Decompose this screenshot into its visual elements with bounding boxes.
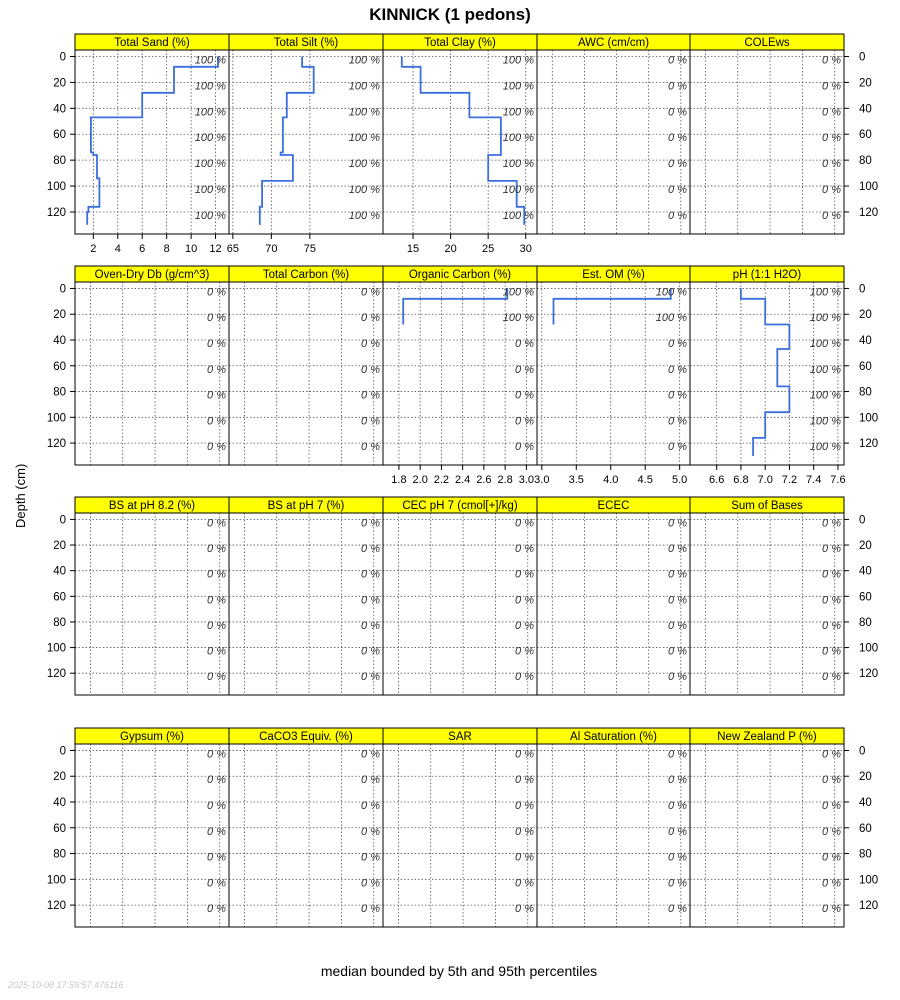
y-tick-label: 100 [46, 642, 66, 655]
panel-2 [227, 34, 383, 255]
x-tick-label: 15 [406, 243, 420, 255]
y-tick-label: 60 [859, 360, 872, 373]
pct-label: 0 % [361, 645, 380, 658]
pct-label: 0 % [668, 748, 687, 761]
pct-label: 0 % [361, 594, 380, 607]
pct-label: 0 % [515, 415, 534, 428]
y-tick-label: 120 [46, 668, 66, 681]
pct-label: 100 % [348, 158, 380, 171]
y-tick-label: 0 [859, 283, 866, 296]
y-tick-label: 60 [859, 591, 872, 604]
pct-label: 0 % [515, 619, 534, 632]
pct-label: 100 % [809, 389, 841, 402]
x-tick-label: 2.6 [476, 474, 492, 486]
pct-label: 100 % [655, 286, 687, 299]
pct-label: 0 % [207, 337, 226, 350]
pct-label: 0 % [822, 543, 841, 556]
panel-title: Al Saturation (%) [570, 731, 657, 743]
pct-label: 0 % [515, 645, 534, 658]
pct-label: 0 % [668, 671, 687, 684]
y-tick-label: 120 [859, 438, 879, 451]
panel-title: CEC pH 7 (cmol[+]/kg) [402, 500, 518, 512]
pct-label: 0 % [207, 645, 226, 658]
panel-frame [690, 744, 844, 927]
x-tick-label: 1.8 [391, 474, 407, 486]
x-tick-label: 8 [163, 243, 170, 255]
pct-label: 0 % [515, 851, 534, 864]
y-tick-label: 120 [46, 900, 66, 913]
x-tick-label: 12 [209, 243, 222, 255]
y-tick-label: 40 [53, 565, 66, 578]
y-tick-label: 0 [859, 514, 866, 527]
pct-label: 0 % [668, 825, 687, 838]
pct-label: 0 % [822, 774, 841, 787]
panel-title: COLEws [744, 37, 790, 49]
x-tick-label: 7.4 [806, 474, 822, 486]
pct-label: 100 % [194, 184, 226, 197]
y-tick-label: 40 [859, 796, 872, 809]
pct-label: 0 % [515, 903, 534, 916]
pct-label: 0 % [822, 671, 841, 684]
footer-caption: median bounded by 5th and 95th percentiles [320, 963, 598, 979]
panel-5 [690, 34, 844, 234]
y-tick-label: 20 [859, 540, 872, 553]
panel-frame [229, 744, 383, 927]
y-axis-label-text: Depth (cm) [13, 463, 28, 528]
y-tick-label: 40 [859, 565, 872, 578]
pct-label: 0 % [668, 158, 687, 171]
pct-label: 0 % [361, 748, 380, 761]
pct-label: 0 % [361, 363, 380, 376]
y-tick-label: 0 [59, 514, 66, 527]
pct-label: 0 % [668, 645, 687, 658]
y-tick-label: 40 [859, 103, 872, 116]
panel-title: CaCO3 Equiv. (%) [259, 731, 353, 743]
pct-label: 0 % [668, 363, 687, 376]
panel-frame [75, 513, 229, 695]
pct-label: 0 % [361, 825, 380, 838]
panel-frame [690, 50, 844, 234]
y-tick-label: 60 [53, 129, 66, 142]
panel-frame [75, 282, 229, 465]
panel-title: SAR [448, 731, 472, 743]
y-tick-label: 100 [46, 874, 66, 887]
panel-19 [537, 728, 690, 927]
pct-label: 0 % [207, 748, 226, 761]
x-tick-label: 2.8 [497, 474, 513, 486]
pct-label: 0 % [515, 337, 534, 350]
panel-title: AWC (cm/cm) [577, 37, 650, 49]
pct-label: 0 % [207, 825, 226, 838]
pct-label: 0 % [822, 645, 841, 658]
pct-label: 100 % [502, 209, 534, 222]
y-tick-label: 60 [53, 360, 66, 373]
panel-title: Total Silt (%) [273, 37, 339, 49]
pct-label: 0 % [361, 568, 380, 581]
x-tick-label: 30 [519, 243, 532, 255]
y-tick-label: 40 [53, 103, 66, 116]
pct-label: 0 % [207, 363, 226, 376]
pct-label: 0 % [207, 594, 226, 607]
pct-label: 0 % [822, 877, 841, 890]
panel-13 [383, 497, 537, 695]
pct-label: 0 % [515, 363, 534, 376]
pct-label: 0 % [515, 748, 534, 761]
pct-label: 0 % [822, 80, 841, 93]
panel-title: Organic Carbon (%) [408, 269, 512, 281]
pct-label: 100 % [194, 158, 226, 171]
panel-16 [75, 728, 229, 927]
pct-label: 0 % [361, 441, 380, 454]
pct-label: 0 % [668, 517, 687, 530]
x-tick-label: 4.0 [603, 474, 619, 486]
y-tick-label: 80 [859, 616, 872, 629]
y-tick-label: 80 [53, 848, 66, 861]
pct-label: 100 % [502, 286, 534, 299]
pct-label: 0 % [668, 389, 687, 402]
x-tick-label: 25 [482, 243, 495, 255]
pct-label: 0 % [361, 389, 380, 402]
pct-label: 100 % [502, 312, 534, 325]
panel-20 [690, 728, 844, 927]
pct-label: 0 % [361, 851, 380, 864]
y-tick-label: 120 [859, 668, 879, 681]
pct-label: 100 % [348, 184, 380, 197]
panel-title: Est. OM (%) [582, 269, 645, 281]
pct-label: 0 % [515, 799, 534, 812]
panel-title: ECEC [597, 500, 630, 512]
pct-label: 0 % [361, 543, 380, 556]
pct-label: 0 % [515, 517, 534, 530]
y-tick-label: 80 [53, 155, 66, 168]
panel-frame [75, 744, 229, 927]
median-line [741, 288, 790, 456]
y-tick-label: 0 [59, 745, 66, 758]
chart-title: KINNICK (1 pedons) [369, 5, 531, 24]
panel-9 [534, 266, 690, 486]
panel-title: BS at pH 7 (%) [267, 500, 345, 512]
pct-label: 0 % [822, 903, 841, 916]
y-tick-label: 0 [59, 51, 66, 64]
pct-label: 0 % [361, 337, 380, 350]
pct-label: 0 % [207, 877, 226, 890]
panel-frame [383, 282, 537, 465]
y-tick-label: 100 [859, 181, 879, 194]
median-line [554, 288, 671, 324]
pct-label: 0 % [822, 851, 841, 864]
pct-label: 0 % [668, 619, 687, 632]
panel-title: Total Clay (%) [424, 37, 496, 49]
x-tick-label: 2.2 [433, 474, 450, 486]
pct-label: 0 % [822, 106, 841, 119]
panel-title: Sum of Bases [731, 500, 803, 512]
y-tick-label: 20 [53, 77, 66, 90]
panel-1 [75, 34, 229, 255]
pct-label: 0 % [361, 312, 380, 325]
pct-label: 0 % [822, 594, 841, 607]
y-tick-label: 0 [859, 51, 866, 64]
pct-label: 0 % [361, 671, 380, 684]
pct-label: 0 % [207, 903, 226, 916]
y-tick-label: 40 [53, 334, 66, 347]
y-tick-label: 80 [859, 155, 872, 168]
pct-label: 0 % [207, 851, 226, 864]
panel-11 [75, 497, 229, 695]
pct-label: 0 % [515, 671, 534, 684]
x-tick-label: 4 [114, 243, 121, 255]
pct-label: 0 % [207, 312, 226, 325]
pct-label: 100 % [194, 132, 226, 145]
y-tick-label: 60 [859, 129, 872, 142]
pct-label: 0 % [207, 774, 226, 787]
pct-label: 100 % [502, 132, 534, 145]
y-tick-label: 80 [859, 386, 872, 399]
pct-label: 0 % [207, 286, 226, 299]
panel-12 [229, 497, 383, 695]
x-tick-label: 2 [90, 243, 97, 255]
y-tick-label: 100 [46, 181, 66, 194]
y-tick-label: 120 [46, 206, 66, 219]
x-tick-label: 65 [226, 243, 239, 255]
y-tick-label: 100 [859, 642, 879, 655]
pct-label: 0 % [207, 799, 226, 812]
panel-6 [75, 266, 229, 465]
pct-label: 100 % [348, 209, 380, 222]
pct-label: 0 % [668, 543, 687, 556]
pct-label: 0 % [822, 619, 841, 632]
panel-18 [383, 728, 537, 927]
median-line [403, 288, 507, 324]
y-tick-label: 100 [46, 412, 66, 425]
panel-frame [690, 513, 844, 695]
y-tick-label: 80 [53, 386, 66, 399]
x-tick-label: 6 [139, 243, 146, 255]
x-tick-label: 5.0 [672, 474, 688, 486]
pct-label: 100 % [502, 80, 534, 93]
pct-label: 0 % [668, 132, 687, 145]
x-tick-label: 3.0 [518, 474, 535, 486]
pct-label: 0 % [668, 337, 687, 350]
pct-label: 0 % [822, 209, 841, 222]
pct-label: 0 % [822, 132, 841, 145]
pct-label: 0 % [515, 389, 534, 402]
pct-label: 0 % [207, 441, 226, 454]
pct-label: 0 % [361, 774, 380, 787]
y-tick-label: 20 [859, 771, 872, 784]
pct-label: 0 % [515, 594, 534, 607]
panel-title: pH (1:1 H2O) [732, 269, 802, 281]
y-tick-label: 80 [859, 848, 872, 861]
pct-label: 0 % [668, 851, 687, 864]
pct-label: 0 % [822, 54, 841, 67]
pct-label: 100 % [348, 132, 380, 145]
pct-label: 0 % [207, 517, 226, 530]
x-tick-label: 6.8 [733, 474, 749, 486]
pct-label: 0 % [822, 517, 841, 530]
x-tick-label: 20 [444, 243, 457, 255]
pct-label: 0 % [668, 415, 687, 428]
median-line [260, 57, 314, 225]
pct-label: 0 % [207, 415, 226, 428]
pct-label: 0 % [361, 415, 380, 428]
pct-label: 0 % [668, 877, 687, 890]
panel-10 [690, 266, 846, 486]
pct-label: 100 % [809, 312, 841, 325]
pct-label: 0 % [207, 568, 226, 581]
x-tick-label: 10 [184, 243, 198, 255]
panel-title: Gypsum (%) [120, 731, 184, 743]
x-tick-label: 75 [303, 243, 316, 255]
pct-label: 100 % [194, 80, 226, 93]
pct-label: 0 % [668, 184, 687, 197]
y-tick-label: 120 [46, 438, 66, 451]
y-tick-label: 100 [859, 874, 879, 887]
pct-label: 0 % [668, 54, 687, 67]
y-tick-label: 60 [53, 591, 66, 604]
panel-14 [537, 497, 690, 695]
pct-label: 0 % [668, 106, 687, 119]
x-tick-label: 4.5 [637, 474, 653, 486]
pct-label: 0 % [515, 543, 534, 556]
pct-label: 0 % [668, 568, 687, 581]
pct-label: 0 % [515, 774, 534, 787]
pct-label: 0 % [822, 825, 841, 838]
panel-17 [229, 728, 383, 927]
pct-label: 0 % [668, 903, 687, 916]
pct-label: 0 % [207, 619, 226, 632]
pct-label: 0 % [822, 568, 841, 581]
pct-label: 100 % [809, 286, 841, 299]
pct-label: 100 % [655, 312, 687, 325]
x-tick-label: 70 [265, 243, 278, 255]
y-tick-label: 40 [859, 334, 872, 347]
pct-label: 100 % [348, 54, 380, 67]
panel-title: Total Carbon (%) [262, 269, 350, 281]
x-tick-label: 3.0 [534, 474, 550, 486]
x-tick-label: 7.2 [781, 474, 798, 486]
pct-label: 0 % [822, 799, 841, 812]
pct-label: 0 % [515, 877, 534, 890]
y-tick-label: 120 [859, 900, 879, 913]
x-tick-label: 7.6 [830, 474, 846, 486]
pct-label: 100 % [809, 415, 841, 428]
timestamp: 2025-10-08 17:59:57.476116 [8, 980, 124, 990]
pct-label: 0 % [668, 441, 687, 454]
pct-label: 100 % [502, 106, 534, 119]
panel-frame [383, 513, 537, 695]
pct-label: 0 % [361, 517, 380, 530]
panel-frame [229, 513, 383, 695]
y-tick-label: 100 [859, 412, 879, 425]
y-tick-label: 60 [53, 822, 66, 835]
pct-label: 100 % [194, 209, 226, 222]
pct-label: 0 % [668, 209, 687, 222]
pct-label: 100 % [194, 54, 226, 67]
x-tick-label: 7.0 [757, 474, 773, 486]
pct-label: 100 % [348, 80, 380, 93]
y-tick-label: 0 [859, 745, 866, 758]
panel-7 [229, 266, 383, 465]
panel-layer [47, 34, 878, 927]
panel-4 [537, 34, 690, 234]
x-tick-label: 2.4 [455, 474, 471, 486]
x-tick-label: 6.6 [709, 474, 725, 486]
pct-label: 0 % [515, 825, 534, 838]
x-tick-label: 2.0 [412, 474, 428, 486]
pct-label: 0 % [361, 877, 380, 890]
pct-label: 0 % [668, 799, 687, 812]
pct-label: 100 % [194, 106, 226, 119]
pct-label: 0 % [515, 441, 534, 454]
pct-label: 0 % [822, 184, 841, 197]
y-tick-label: 40 [53, 796, 66, 809]
y-tick-label: 20 [53, 540, 66, 553]
pct-label: 0 % [361, 799, 380, 812]
pct-label: 0 % [668, 774, 687, 787]
x-tick-label: 3.5 [568, 474, 584, 486]
panel-title: Oven-Dry Db (g/cm^3) [94, 269, 210, 281]
pct-label: 100 % [809, 441, 841, 454]
pct-label: 100 % [502, 184, 534, 197]
pct-label: 0 % [361, 286, 380, 299]
panel-title: BS at pH 8.2 (%) [108, 500, 196, 512]
pct-label: 0 % [668, 594, 687, 607]
y-tick-label: 20 [53, 771, 66, 784]
pct-label: 0 % [207, 543, 226, 556]
panel-15 [690, 497, 844, 695]
y-tick-label: 60 [859, 822, 872, 835]
pct-label: 100 % [502, 158, 534, 171]
pct-label: 0 % [668, 80, 687, 93]
pct-label: 0 % [822, 158, 841, 171]
pct-label: 0 % [207, 389, 226, 402]
pct-label: 0 % [361, 903, 380, 916]
y-tick-label: 20 [53, 309, 66, 322]
pct-label: 0 % [207, 671, 226, 684]
pct-label: 0 % [515, 568, 534, 581]
panel-8 [383, 266, 537, 486]
panel-frame [229, 282, 383, 465]
y-tick-label: 80 [53, 616, 66, 629]
panel-3 [383, 34, 537, 255]
pct-label: 100 % [502, 54, 534, 67]
panel-title: New Zealand P (%) [717, 731, 817, 743]
pct-label: 0 % [361, 619, 380, 632]
pct-label: 100 % [809, 363, 841, 376]
y-tick-label: 0 [59, 283, 66, 296]
pct-label: 100 % [809, 337, 841, 350]
pct-label: 100 % [348, 106, 380, 119]
panel-frame [383, 744, 537, 927]
y-tick-label: 120 [859, 206, 879, 219]
y-tick-label: 20 [859, 309, 872, 322]
y-tick-label: 20 [859, 77, 872, 90]
pct-label: 0 % [822, 748, 841, 761]
panel-title: Total Sand (%) [114, 37, 190, 49]
